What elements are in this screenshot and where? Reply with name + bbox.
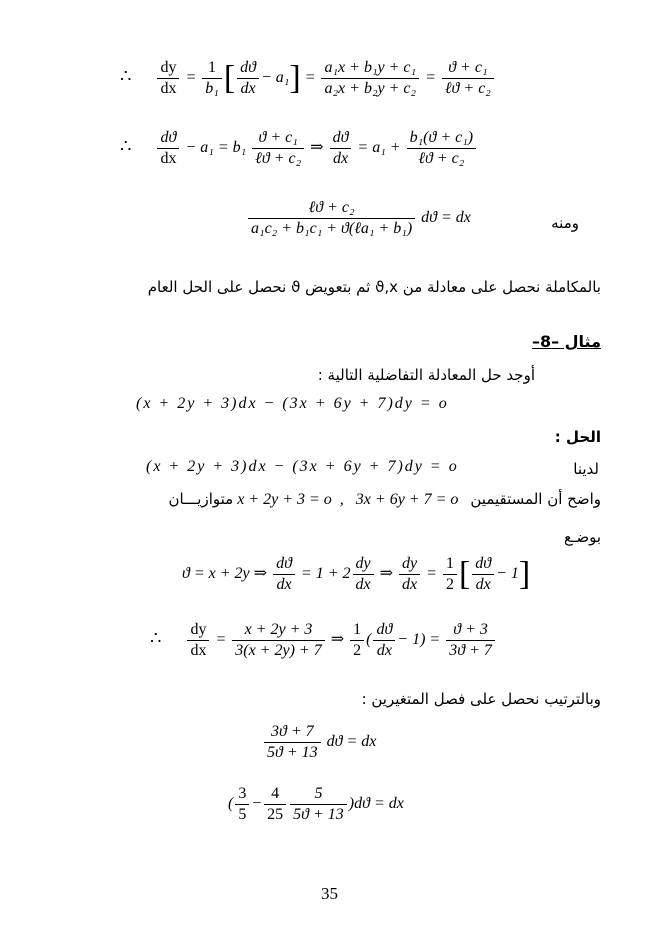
- substitute-label: بوضـع: [563, 528, 601, 546]
- equation-separated: $\frac{\text{ℓϑ + c₂}}{\text{a₁c₂ + b₁c₁ + ϑ(ℓa₁ + b₁)}}$ dϑ = dx: [246, 198, 471, 239]
- fraction: $\frac{dy}{dx}$: [187, 620, 209, 661]
- fraction: $\frac{1}{\text{b₁}}$: [202, 58, 222, 99]
- fraction: $\frac{dϑ}{dx}$: [273, 554, 295, 595]
- fraction: $\frac{x + 2y + 3}{3(x + 2y) + 7}$: [232, 620, 324, 661]
- fraction: $\frac{1}{2}$: [350, 620, 364, 661]
- fraction: $\frac{\text{ϑ + c₁}}{\text{ℓϑ + c₂}}$: [252, 128, 304, 169]
- fraction: $\frac{dϑ}{dx}$: [237, 58, 259, 99]
- separated-equation: $\frac{3ϑ + 7}{5ϑ + 13}$ dϑ = dx: [262, 722, 376, 763]
- partial-fraction-equation: ( $\frac{3}{5}$ − $\frac{4}{25}$ $\frac{5}{5ϑ + 13}$ )dϑ = dx: [228, 785, 404, 823]
- therefore-symbol: ∴: [120, 136, 132, 157]
- fraction: $\frac{dy}{dx}$: [157, 58, 179, 99]
- fraction: $\frac{dy}{dx}$: [353, 554, 374, 595]
- fraction: $\frac{\text{ϑ + c₁}}{\text{ℓϑ + c₂}}$: [442, 58, 494, 99]
- fraction: $\frac{4}{25}$: [264, 784, 286, 825]
- therefore-symbol: ∴: [150, 628, 162, 649]
- page-number: 35: [321, 884, 338, 903]
- substitution-equation: ϑ = x + 2y ⇒ $\frac{dϑ}{dx}$ = 1 + 2 $\frac{dy}{dx}$ ⇒ $\frac{dy}{dx}$ = $\frac{1}{2}$ [ $\frac{dϑ}{dx}$ − 1]: [182, 555, 531, 593]
- fraction: $\frac{dϑ}{dx}$: [373, 620, 395, 661]
- equation-dy-dx-substitution: ∴ $\frac{dy}{dx}$ = $\frac{1}{\text{b₁}}$ [ $\frac{dϑ}{dx}$ − a₁] = $\frac{\text{a₁x + b₁y + c₁}}{\text{a₂x + b₂y + c₂}}$ = $\frac{\text{ϑ + c₁}}{\text{ℓϑ + c₂}}$: [120, 58, 496, 99]
- fraction: $\frac{\text{a₁x + b₁y + c₁}}{\text{a₂x + b₂y + c₂}}$: [321, 58, 419, 99]
- solution-label: الحل :: [554, 428, 601, 446]
- integration-text: بالمكاملة نحصل على معادلة من ϑ,x ثم بتعويض ϑ نحصل على الحل العام: [147, 278, 601, 296]
- therefore-symbol: ∴: [120, 66, 132, 87]
- equation-dtheta-dx: ∴ $\frac{dϑ}{dx}$ − a₁ = b₁ $\frac{\text{ϑ + c₁}}{\text{ℓϑ + c₂}}$ ⇒ $\frac{dϑ}{dx}$ = a₁ + $\frac{\text{b₁(ϑ + c₁)}}{\text{ℓϑ + c₂}}$: [120, 128, 478, 169]
- fraction: $\frac{1}{2}$: [443, 554, 457, 595]
- parallel-lines-sentence: واضح أن المستقيمين x + 2y + 3 = o , 3x + 6y + 7 = o متوازيـــان: [168, 490, 601, 508]
- fraction: $\frac{ϑ + 3}{3ϑ + 7}$: [446, 620, 495, 661]
- example-equation: (x + 2y + 3)dx − (3x + 6y + 7)dy = o: [136, 395, 449, 412]
- example-heading: مثال –8–: [531, 332, 601, 351]
- ladayna-label: لدينا: [573, 460, 599, 478]
- fraction: $\frac{dϑ}{dx}$: [157, 128, 179, 169]
- example-equation-repeat: (x + 2y + 3)dx − (3x + 6y + 7)dy = o: [146, 458, 459, 475]
- fraction: $\frac{\text{ℓϑ + c₂}}{\text{a₁c₂ + b₁c₁ + ϑ(ℓa₁ + b₁)}}$: [248, 198, 415, 239]
- fraction: $\frac{dy}{dx}$: [399, 554, 420, 595]
- fraction: $\frac{dϑ}{dx}$: [330, 128, 352, 169]
- fraction: $\frac{\text{b₁(ϑ + c₁)}}{\text{ℓϑ + c₂}}$: [407, 128, 477, 169]
- fraction: $\frac{3}{5}$: [235, 784, 249, 825]
- wa-minhu-label: ومنه: [551, 214, 579, 232]
- fraction: $\frac{dϑ}{dx}$: [472, 554, 494, 595]
- fraction: $\frac{3ϑ + 7}{5ϑ + 13}$: [264, 722, 321, 763]
- example-prompt: أوجد حل المعادلة التفاضلية التالية :: [317, 366, 535, 384]
- fraction: $\frac{5}{5ϑ + 13}$: [290, 784, 347, 825]
- separation-text: وبالترتيب نحصل على فصل المتغيرين :: [361, 690, 601, 708]
- therefore-dy-dx-equation: ∴ $\frac{dy}{dx}$ = $\frac{x + 2y + 3}{3(x + 2y) + 7}$ ⇒ $\frac{1}{2}$ ( $\frac{dϑ}{dx}$ − 1) = $\frac{ϑ + 3}{3ϑ + 7}$: [150, 620, 497, 661]
